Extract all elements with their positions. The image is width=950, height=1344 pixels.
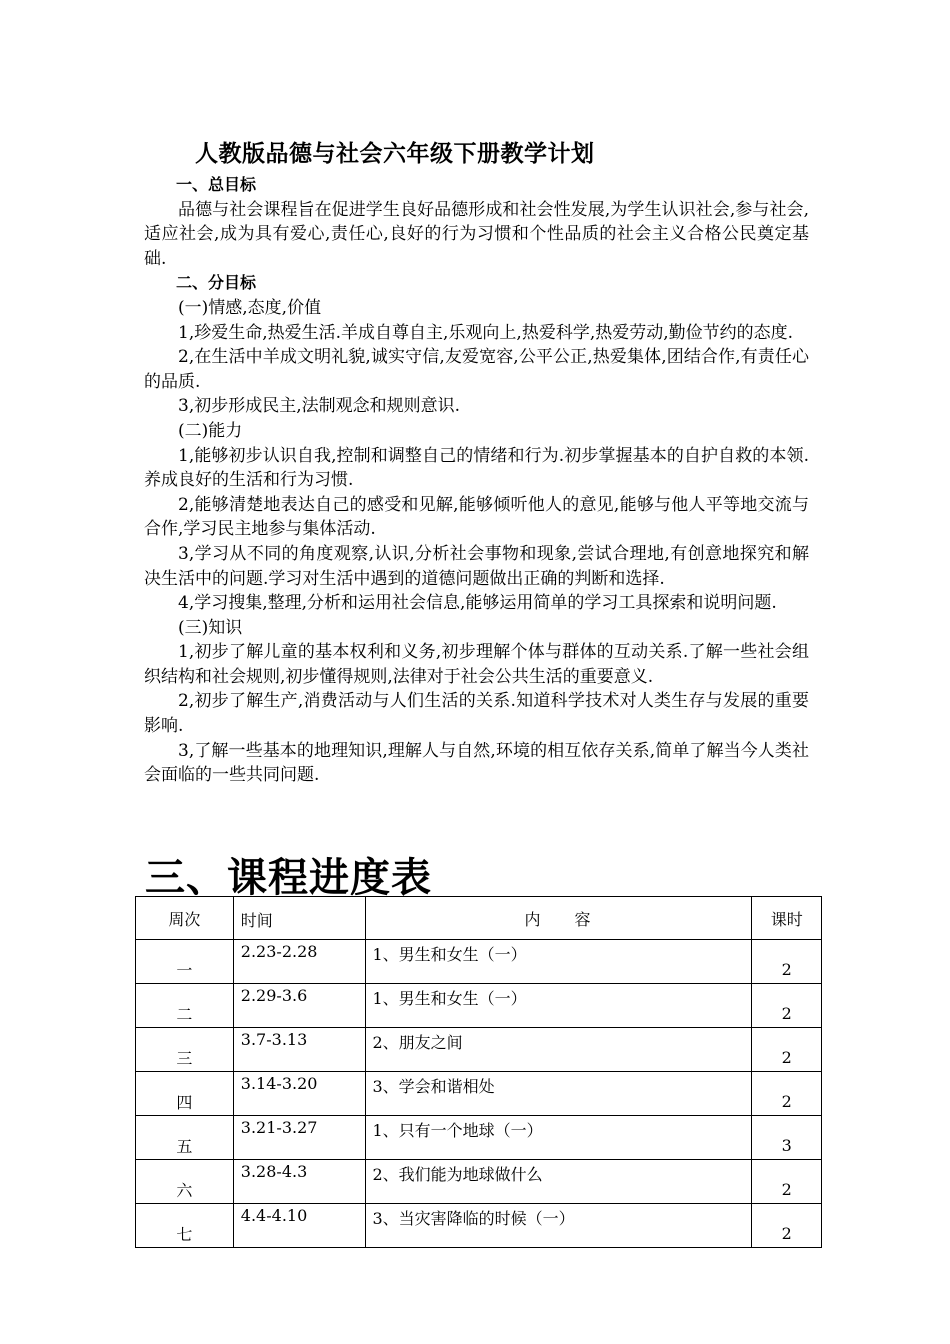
paragraph: 2,在生活中羊成文明礼貌,诚实守信,友爱宽容,公平公正,热爱集体,团结合作,有责任心的品质. <box>144 347 809 392</box>
cell-hours: 3 <box>752 1116 822 1160</box>
paragraph: 2,能够清楚地表达自己的感受和见解,能够倾听他人的意见,能够与他人平等地交流与合作,学习民主地参与集体活动. <box>144 494 809 540</box>
table-header-row <box>136 897 822 940</box>
document-body <box>144 173 809 788</box>
cell-hours: 2 <box>752 984 822 1028</box>
header-content-a: 内 <box>524 909 543 929</box>
table-row <box>136 1028 822 1072</box>
header-hours: 课时 <box>752 897 822 940</box>
paragraph: 3,了解一些基本的地理知识,理解人与自然,环境的相互依存关系,简单了解当今人类社会面临的一些共同问题. <box>144 740 809 786</box>
header-week: 周次 <box>136 897 234 940</box>
cell-week: 七 <box>136 1204 234 1248</box>
cell-content: 2、我们能为地球做什么 <box>365 1160 752 1204</box>
cell-week: 五 <box>136 1116 234 1160</box>
table-row <box>136 1072 822 1116</box>
cell-content: 1、男生和女生（一） <box>365 984 752 1028</box>
table-row <box>136 1116 822 1160</box>
paragraph: 2,初步了解生产,消费活动与人们生活的关系.知道科学技术对人类生存与发展的重要影响. <box>144 691 809 737</box>
cell-week: 一 <box>136 940 234 984</box>
document-title: 人教版品德与社会六年级下册教学计划 <box>195 141 595 167</box>
cell-week: 四 <box>136 1072 234 1116</box>
paragraph: 3,初步形成民主,法制观念和规则意识. <box>178 396 461 417</box>
paragraph: 品德与社会课程旨在促进学生良好品德形成和社会性发展,为学生认识社会,参与社会,适应社会,成为具有爱心,责任心,良好的行为习惯和个性品质的社会主义合格公民奠定基础. <box>144 199 809 269</box>
paragraph: (二)能力 <box>178 420 243 441</box>
paragraph: 1,珍爱生命,热爱生活.羊成自尊自主,乐观向上,热爱科学,热爱劳动,勤俭节约的态度. <box>178 322 794 343</box>
table-row <box>136 1160 822 1204</box>
header-content <box>365 897 752 940</box>
cell-hours: 2 <box>752 1204 822 1248</box>
table-row <box>136 940 822 984</box>
cell-time: 3.14-3.20 <box>233 1072 365 1116</box>
section-heading: 三、课程进度表 <box>145 855 432 901</box>
cell-time: 2.23-2.28 <box>233 940 365 984</box>
cell-time: 3.7-3.13 <box>233 1028 365 1072</box>
cell-content: 3、当灾害降临的时候（一） <box>365 1204 752 1248</box>
header-time: 时间 <box>233 897 365 940</box>
paragraph: 1,初步了解儿童的基本权利和义务,初步理解个体与群体的互动关系.了解一些社会组织结构和社会规则,初步懂得规则,法律对于社会公共生活的重要意义. <box>144 642 809 687</box>
cell-hours: 2 <box>752 1160 822 1204</box>
cell-week: 三 <box>136 1028 234 1072</box>
table-row <box>136 984 822 1028</box>
cell-time: 4.4-4.10 <box>233 1204 365 1248</box>
paragraph: (一)情感,态度,价值 <box>178 297 322 318</box>
cell-time: 2.29-3.6 <box>233 984 365 1028</box>
cell-content: 1、男生和女生（一） <box>365 940 752 984</box>
paragraph: 4,学习搜集,整理,分析和运用社会信息,能够运用简单的学习工具探索和说明问题. <box>178 593 777 614</box>
table-row <box>136 1204 822 1248</box>
paragraph: 3,学习从不同的角度观察,认识,分析社会事物和现象,尝试合理地,有创意地探究和解决生活中的问题.学习对生活中遇到的道德问题做出正确的判断和选择. <box>144 543 809 589</box>
cell-hours: 2 <box>752 940 822 984</box>
header-content-b: 容 <box>574 909 593 929</box>
cell-content: 1、只有一个地球（一） <box>365 1116 752 1160</box>
paragraph: 一、总目标 <box>176 175 257 194</box>
cell-time: 3.28-4.3 <box>233 1160 365 1204</box>
cell-hours: 2 <box>752 1072 822 1116</box>
cell-hours: 2 <box>752 1028 822 1072</box>
cell-content: 2、朋友之间 <box>365 1028 752 1072</box>
cell-week: 二 <box>136 984 234 1028</box>
cell-content: 3、学会和谐相处 <box>365 1072 752 1116</box>
paragraph: 1,能够初步认识自我,控制和调整自己的情绪和行为.初步掌握基本的自护自救的本领.养成良好的生活和行为习惯. <box>144 445 809 491</box>
cell-time: 3.21-3.27 <box>233 1116 365 1160</box>
schedule-table <box>135 896 822 1248</box>
cell-week: 六 <box>136 1160 234 1204</box>
paragraph: 二、分目标 <box>176 273 257 293</box>
paragraph: (三)知识 <box>178 617 243 638</box>
